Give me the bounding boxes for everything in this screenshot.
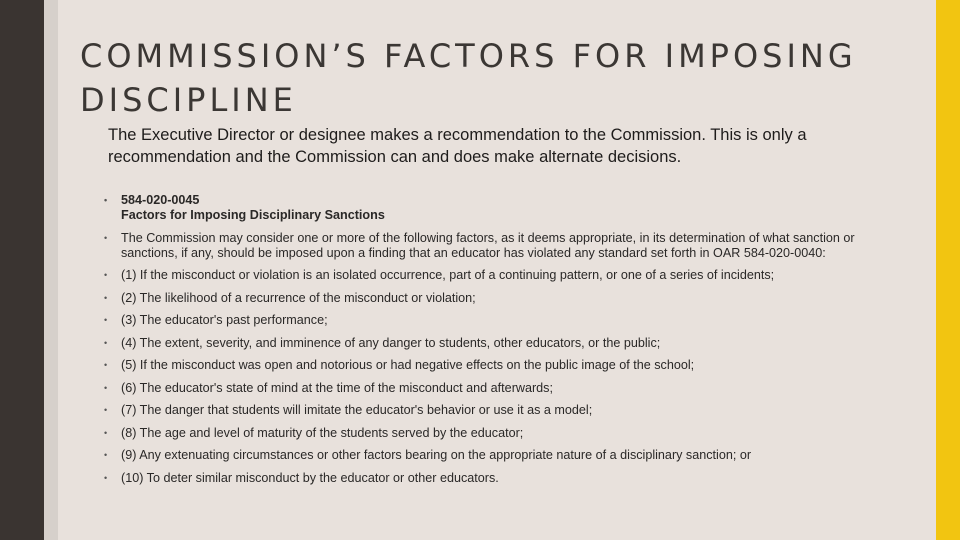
bullet-icon: • xyxy=(104,337,108,348)
list-item xyxy=(104,268,894,283)
slide-title: COMMISSION’S FACTORS FOR IMPOSING DISCIPLINE xyxy=(80,37,857,119)
list-item xyxy=(104,448,894,463)
list-item-text: (8) The age and level of maturity of the students served by the educator; xyxy=(121,425,524,440)
list-item-text: (5) If the misconduct was open and notorious or had negative effects on the public image of the school; xyxy=(121,358,695,372)
bullet-icon: • xyxy=(104,427,108,438)
list-item-text: The Commission may consider one or more of the following factors, as it deems appropriate, in its determination of what sanction or sanctions, if any, should be imposed upon a finding that an educator has violated any standard set forth in OAR 584-020-0040: xyxy=(121,230,855,260)
list-item xyxy=(104,358,894,373)
list-item xyxy=(104,381,894,396)
list-item-text: (7) The danger that students will imitate the educator's behavior or use it as a model; xyxy=(121,403,593,417)
factors-list xyxy=(104,193,894,486)
intro-paragraph: The Executive Director or designee makes a recommendation to the Commission. This is only a recommendation and the Commission can and does make alternate decisions. xyxy=(108,126,807,166)
list-item-text: (9) Any extenuating circumstances or other factors bearing on the appropriate nature of a disciplinary sanction; or xyxy=(121,448,752,462)
bullet-icon: • xyxy=(104,360,108,370)
list-item-heading xyxy=(104,193,894,223)
left-decorative-bar xyxy=(0,0,58,540)
list-item-text: (2) The likelihood of a recurrence of the misconduct or violation; xyxy=(121,290,476,305)
rule-code: 584-020-0045 xyxy=(121,193,200,207)
bullet-icon: • xyxy=(104,405,108,415)
bullet-icon: • xyxy=(104,315,108,325)
list-item-text: (3) The educator's past performance; xyxy=(121,313,328,327)
bullet-icon: • xyxy=(104,292,108,303)
list-item xyxy=(104,291,894,306)
list-item-text: (4) The extent, severity, and imminence of any danger to students, other educators, or the public; xyxy=(121,335,661,350)
bullet-icon: • xyxy=(104,195,108,205)
rule-title: Factors for Imposing Disciplinary Sanctions xyxy=(121,208,385,222)
list-item xyxy=(104,426,894,441)
list-item-text: (10) To deter similar misconduct by the educator or other educators. xyxy=(121,470,499,485)
list-item xyxy=(104,313,894,328)
list-item xyxy=(104,471,894,486)
list-item xyxy=(104,231,894,261)
bullet-icon: • xyxy=(104,382,108,393)
bullet-icon: • xyxy=(104,450,108,460)
bullet-icon: • xyxy=(104,270,108,280)
list-item-text: (6) The educator's state of mind at the time of the misconduct and afterwards; xyxy=(121,380,553,395)
list-item-text: (1) If the misconduct or violation is an isolated occurrence, part of a continuing pattern, or one of a series of incidents; xyxy=(121,268,775,282)
bullet-icon: • xyxy=(104,232,108,243)
right-accent-bar xyxy=(936,0,960,540)
list-item xyxy=(104,336,894,351)
bullet-icon: • xyxy=(104,472,108,483)
list-item xyxy=(104,403,894,418)
